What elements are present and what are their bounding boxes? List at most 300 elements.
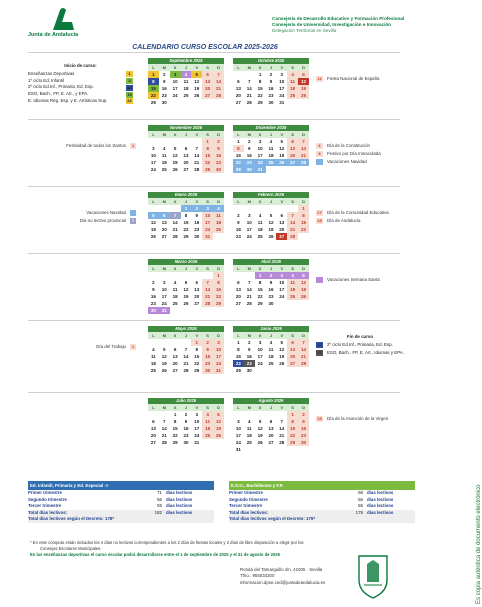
legend-item: [28, 98, 133, 105]
month-legend: [316, 209, 389, 225]
day-cell: 31: [255, 166, 266, 173]
day-cell: 5: [184, 280, 188, 285]
summary-number: 71: [157, 490, 162, 495]
month-legend: [96, 343, 140, 351]
weekday-label: D: [213, 198, 224, 205]
day-cell: 1: [173, 412, 177, 417]
day-cell: 26: [183, 301, 189, 306]
day-cell: 29: [194, 368, 200, 373]
day-cell: 11: [161, 153, 167, 158]
day-cell: 23: [298, 432, 309, 439]
day-cell: 1: [213, 272, 224, 279]
day-cell: [244, 272, 255, 279]
day-cell: 12: [183, 287, 189, 292]
day-cell: 8: [148, 78, 159, 85]
weekday-label: X: [255, 64, 266, 71]
calendar-row: [28, 52, 400, 119]
day-cell: 10: [246, 220, 252, 225]
day-cell: [233, 205, 244, 212]
day-cell: [287, 300, 298, 307]
day-cell: 27: [235, 301, 241, 306]
day-cell: 21: [183, 361, 189, 366]
day-cell: [148, 205, 159, 212]
day-cell: 31: [159, 307, 170, 314]
day-cell: 31: [235, 447, 241, 452]
weekday-label: J: [266, 404, 277, 411]
day-cell: [170, 272, 181, 279]
day-cell: 16: [246, 153, 252, 158]
day-cell: 30: [183, 440, 189, 445]
summary-eso: [229, 481, 415, 523]
legend-item: [316, 150, 381, 158]
legend-text: Festividad de todos los Santos: [66, 143, 126, 148]
weekday-label: M: [244, 332, 255, 339]
day-cell: 3: [237, 419, 240, 424]
vertical-note: Es copia auténtica de documento electrónico: [476, 484, 482, 604]
legend-swatch: 27: [317, 209, 322, 215]
day-cell: 16: [235, 227, 241, 232]
day-cell: [244, 446, 255, 453]
day-cell: 11: [287, 78, 298, 85]
day-cell: 24: [150, 167, 156, 172]
month-calendar: [148, 259, 224, 314]
day-cell: 25: [246, 440, 252, 445]
day-cell: 7: [248, 280, 251, 285]
day-cell: 31: [194, 440, 200, 445]
weekday-label: X: [255, 265, 266, 272]
day-cell: 30: [161, 100, 167, 105]
day-cell: 24: [235, 440, 241, 445]
day-cell: [287, 446, 298, 453]
day-cell: 30: [194, 234, 200, 239]
weekday-label: V: [276, 198, 287, 205]
day-cell: 7: [170, 212, 181, 219]
summary-label: Segundo trimestre: [28, 496, 67, 502]
day-cell: [298, 300, 309, 307]
day-cell: 10: [150, 153, 156, 158]
legend-swatch: 8: [316, 151, 323, 157]
day-cell: 5: [298, 71, 309, 78]
month-title: Febrero 2026: [233, 192, 309, 198]
weekday-label: M: [244, 404, 255, 411]
consejeria-1: Consejería de Desarrollo Educativo y Formación Profesional: [272, 16, 405, 21]
day-cell: 11: [202, 418, 213, 425]
day-cell: 28: [202, 300, 213, 307]
day-cell: 17: [235, 433, 241, 438]
day-cell: 8: [298, 212, 309, 219]
legend-text: Vacaciones Semana Santa: [327, 277, 380, 282]
day-cell: [276, 367, 287, 374]
day-cell: 24: [161, 301, 167, 306]
day-cell: 17: [213, 353, 224, 360]
day-cell: [170, 205, 181, 212]
summary-number: 55: [358, 503, 363, 508]
legend-swatch: [316, 277, 323, 283]
day-cell: 30: [213, 166, 224, 173]
day-cell: 13: [268, 426, 274, 431]
summary-label: Total días lectivos según el Decreto: 175*: [229, 516, 316, 521]
month-calendar: [233, 125, 309, 173]
weekday-label: D: [213, 131, 224, 138]
day-cell: 11: [151, 354, 156, 359]
day-cell: 28: [183, 368, 189, 373]
summary-number: 55: [157, 503, 162, 508]
day-cell: [233, 71, 244, 78]
month-title: Mayo 2026: [148, 326, 224, 332]
day-cell: 1: [237, 340, 240, 345]
day-cell: 24: [194, 433, 200, 438]
day-cell: 6: [269, 419, 273, 424]
day-cell: 28: [194, 167, 200, 172]
legend-text: E. Idiomas Rég. Esp. y E. Artísticas Sup.: [28, 97, 108, 103]
legend-text: Día de la Comunidad Educativa: [327, 210, 389, 215]
day-cell: 24: [246, 234, 252, 239]
weekday-label: J: [181, 265, 192, 272]
weekday-label: X: [255, 332, 266, 339]
day-cell: [255, 446, 266, 453]
calendar-row: [28, 392, 400, 459]
day-cell: 21: [161, 433, 167, 438]
weekday-label: J: [181, 131, 192, 138]
junta-logo: [28, 6, 98, 40]
day-cell: 6: [202, 71, 213, 78]
weekday-label: J: [266, 198, 277, 205]
day-cell: 22: [233, 159, 244, 166]
day-cell: 10: [279, 280, 285, 285]
day-cell: 18: [183, 86, 189, 91]
day-cell: 11: [257, 220, 263, 225]
day-cell: 29: [257, 301, 263, 306]
email: informacion.dpse.ced@juntadeandalucia.es: [240, 579, 326, 585]
day-cell: 6: [195, 280, 199, 285]
day-cell: 15: [287, 425, 298, 432]
day-cell: 23: [235, 234, 241, 239]
legend-item: [316, 276, 380, 284]
weekday-label: J: [181, 332, 192, 339]
weekday-label: L: [148, 131, 159, 138]
legend-item: [316, 415, 388, 423]
weekday-label: J: [181, 198, 192, 205]
day-cell: 14: [298, 145, 309, 152]
day-cell: 18: [287, 85, 298, 92]
weekday-label: S: [202, 64, 213, 71]
summary-number: 68: [358, 490, 363, 495]
weekday-label: S: [287, 131, 298, 138]
day-cell: 5: [173, 146, 177, 151]
legend-text: Fiesta Nacional de España: [327, 76, 380, 81]
address-block: [240, 567, 325, 586]
day-cell: 5: [258, 419, 262, 424]
day-cell: [159, 205, 170, 212]
day-cell: 14: [172, 220, 178, 225]
day-cell: 29: [233, 166, 244, 173]
day-cell: 19: [213, 425, 224, 432]
day-cell: 26: [257, 440, 263, 445]
weekday-label: D: [298, 265, 309, 272]
calendar-grid: [28, 52, 404, 459]
day-cell: 26: [161, 368, 167, 373]
day-cell: 21: [298, 152, 309, 159]
day-cell: 14: [161, 426, 167, 431]
day-cell: 5: [269, 213, 273, 218]
day-cell: 1: [255, 272, 266, 279]
day-cell: 9: [298, 418, 309, 425]
day-cell: 17: [194, 426, 200, 431]
day-cell: [181, 272, 192, 279]
weekday-label: D: [213, 265, 224, 272]
day-cell: 28: [246, 100, 252, 105]
summary-unit: días lectivos: [166, 509, 193, 515]
day-cell: 26: [298, 293, 309, 300]
day-cell: 9: [152, 287, 155, 292]
day-cell: 28: [161, 440, 167, 445]
day-cell: 7: [195, 146, 199, 151]
day-cell: 3: [170, 71, 181, 78]
day-cell: 1: [148, 71, 159, 78]
weekday-label: V: [191, 265, 202, 272]
month-legend: [316, 276, 380, 284]
day-cell: 4: [248, 419, 251, 424]
day-cell: 10: [213, 346, 224, 353]
day-cell: 15: [172, 426, 178, 431]
day-cell: 25: [161, 167, 167, 172]
day-cell: 20: [279, 227, 285, 232]
day-cell: 11: [172, 287, 178, 292]
day-cell: [159, 138, 170, 145]
weekday-label: L: [148, 332, 159, 339]
day-cell: [287, 367, 298, 374]
day-cell: 25: [266, 159, 277, 166]
weekday-label: X: [170, 64, 181, 71]
day-cell: 1: [298, 205, 309, 212]
weekday-label: D: [298, 64, 309, 71]
weekday-label: L: [233, 404, 244, 411]
day-cell: 25: [183, 93, 189, 98]
day-cell: 23: [194, 227, 200, 232]
day-cell: 20: [194, 294, 200, 299]
weekday-label: L: [148, 64, 159, 71]
day-cell: 5: [280, 340, 284, 345]
month-calendar: [233, 326, 309, 374]
day-cell: 28: [298, 159, 309, 166]
weekday-label: D: [298, 198, 309, 205]
day-cell: 5: [298, 272, 309, 279]
month-calendar: [233, 398, 309, 453]
day-cell: [276, 166, 287, 173]
weekday-label: M: [244, 198, 255, 205]
legend-swatch: 22: [317, 341, 322, 347]
day-cell: 11: [183, 79, 189, 84]
summary-primaria: [28, 481, 214, 523]
weekday-label: L: [233, 198, 244, 205]
day-cell: 14: [183, 354, 189, 359]
weekday-label: M: [244, 64, 255, 71]
day-cell: 2: [163, 72, 166, 77]
month-title: Junio 2026: [233, 326, 309, 332]
day-cell: 3: [213, 339, 224, 346]
day-cell: 6: [237, 280, 240, 285]
day-cell: 23: [161, 93, 167, 98]
logo-text: Junta de Andalucía: [28, 32, 79, 38]
day-cell: 25: [257, 234, 263, 239]
day-cell: 7: [280, 419, 284, 424]
day-cell: 18: [202, 425, 213, 432]
day-cell: 22: [287, 432, 298, 439]
weekday-label: M: [159, 198, 170, 205]
day-cell: 21: [194, 160, 200, 165]
summary-unit: días lectivos: [166, 503, 193, 508]
day-cell: 21: [279, 433, 285, 438]
day-cell: 16: [298, 425, 309, 432]
day-cell: 9: [248, 146, 251, 151]
day-cell: 6: [184, 146, 188, 151]
legend-text: Festivo por Día Inmaculada: [327, 151, 381, 156]
day-cell: [202, 99, 213, 106]
legend-text: Vacaciones Navidad: [327, 159, 367, 164]
day-cell: [298, 166, 309, 173]
day-cell: 10: [257, 146, 263, 151]
day-cell: 20: [202, 85, 213, 92]
day-cell: 24: [213, 360, 224, 367]
weekday-label: V: [276, 404, 287, 411]
summary-row: [28, 516, 214, 523]
day-cell: 29: [172, 440, 178, 445]
month-calendar: [148, 125, 224, 173]
weekday-label: M: [159, 404, 170, 411]
day-cell: 23: [268, 93, 274, 98]
month-legend: [316, 75, 379, 83]
day-cell: 26: [194, 93, 200, 98]
day-cell: [266, 367, 277, 374]
day-cell: 8: [195, 347, 199, 352]
legend-swatch: [316, 159, 323, 165]
day-cell: 27: [202, 92, 213, 99]
day-cell: 18: [257, 227, 263, 232]
day-cell: 4: [269, 139, 273, 144]
summary-label: Total días lectivos:: [28, 509, 68, 515]
legend-text: 2º ciclo Ed.Inf., Primaria, Ed. Esp.: [327, 342, 393, 347]
day-cell: [213, 99, 224, 106]
day-cell: 22: [213, 293, 224, 300]
day-cell: [191, 138, 202, 145]
day-cell: 10: [279, 79, 285, 84]
weekday-label: X: [170, 332, 181, 339]
day-cell: [191, 99, 202, 106]
month-title: Marzo 2026: [148, 259, 224, 265]
day-cell: 26: [150, 234, 156, 239]
day-cell: 3: [258, 340, 262, 345]
address: Ronda del Tamarguillo s/n, 41005 · Sevilla: [240, 567, 323, 572]
day-cell: 3: [202, 205, 213, 212]
day-cell: 8: [202, 145, 213, 152]
day-cell: 17: [279, 86, 285, 91]
summary-label: Segundo trimestre: [229, 496, 268, 502]
day-cell: 26: [298, 92, 309, 99]
weekday-label: S: [287, 404, 298, 411]
day-cell: 8: [237, 347, 240, 352]
day-cell: 13: [235, 86, 241, 91]
day-cell: [148, 272, 159, 279]
day-cell: [276, 205, 287, 212]
day-cell: 19: [150, 227, 156, 232]
day-cell: 18: [246, 433, 252, 438]
weekday-label: M: [159, 64, 170, 71]
legend-item: [316, 217, 389, 225]
day-cell: 2: [184, 412, 188, 417]
weekday-label: D: [298, 404, 309, 411]
day-cell: 29: [287, 439, 298, 446]
junta-logo-icon: [28, 6, 98, 32]
day-cell: 26: [268, 234, 274, 239]
day-cell: 18: [161, 160, 167, 165]
month-legend: [316, 142, 381, 166]
day-cell: 9: [202, 346, 213, 353]
day-cell: [170, 99, 181, 106]
day-cell: 30: [246, 368, 252, 373]
day-cell: 9: [248, 347, 251, 352]
day-cell: 22: [194, 361, 200, 366]
weekday-label: J: [266, 265, 277, 272]
day-cell: 21: [172, 227, 178, 232]
summary-row: [229, 516, 415, 523]
day-cell: 4: [213, 205, 224, 212]
day-cell: 2: [266, 272, 277, 279]
month-title: Septiembre 2025: [148, 58, 224, 64]
weekday-label: L: [233, 64, 244, 71]
day-cell: 12: [279, 347, 285, 352]
day-cell: 6: [287, 339, 298, 346]
day-cell: 1: [258, 72, 262, 77]
day-cell: 4: [287, 71, 298, 78]
day-cell: 12: [161, 354, 167, 359]
weekday-label: L: [233, 265, 244, 272]
weekday-label: V: [191, 332, 202, 339]
day-cell: 4: [202, 411, 213, 418]
day-cell: 24: [257, 361, 263, 366]
month-title: Diciembre 2025: [233, 125, 309, 131]
day-cell: 17: [150, 160, 156, 165]
day-cell: 9: [163, 79, 166, 84]
day-cell: 8: [258, 79, 262, 84]
day-cell: [170, 307, 181, 314]
calendar-row: [28, 186, 400, 253]
day-cell: 28: [298, 360, 309, 367]
day-cell: 20: [235, 93, 241, 98]
day-cell: 1: [191, 339, 202, 346]
day-cell: 7: [213, 71, 224, 78]
day-cell: 4: [181, 71, 192, 78]
day-cell: 25: [287, 293, 298, 300]
legend-item: [28, 91, 133, 98]
weekday-label: X: [255, 404, 266, 411]
day-cell: 14: [298, 346, 309, 353]
weekday-label: L: [148, 404, 159, 411]
day-cell: 4: [152, 347, 155, 352]
legend-item: [316, 158, 381, 166]
note-3: En las enseñanzas deportivas el curso escolar podrá desarrollarse entre el 1 de septiembre de 2025 y el 31 de agosto de 2026: [30, 551, 280, 557]
day-cell: 13: [287, 346, 298, 353]
day-cell: 17: [246, 227, 252, 232]
legend-item: [28, 84, 133, 91]
day-cell: 5: [148, 212, 159, 219]
day-cell: 30: [202, 367, 213, 374]
inicio-legend: [28, 63, 133, 105]
day-cell: 9: [269, 280, 273, 285]
day-cell: [191, 307, 202, 314]
day-cell: [266, 166, 277, 173]
weekday-label: X: [170, 265, 181, 272]
summary-label: Total días lectivos:: [229, 509, 269, 515]
